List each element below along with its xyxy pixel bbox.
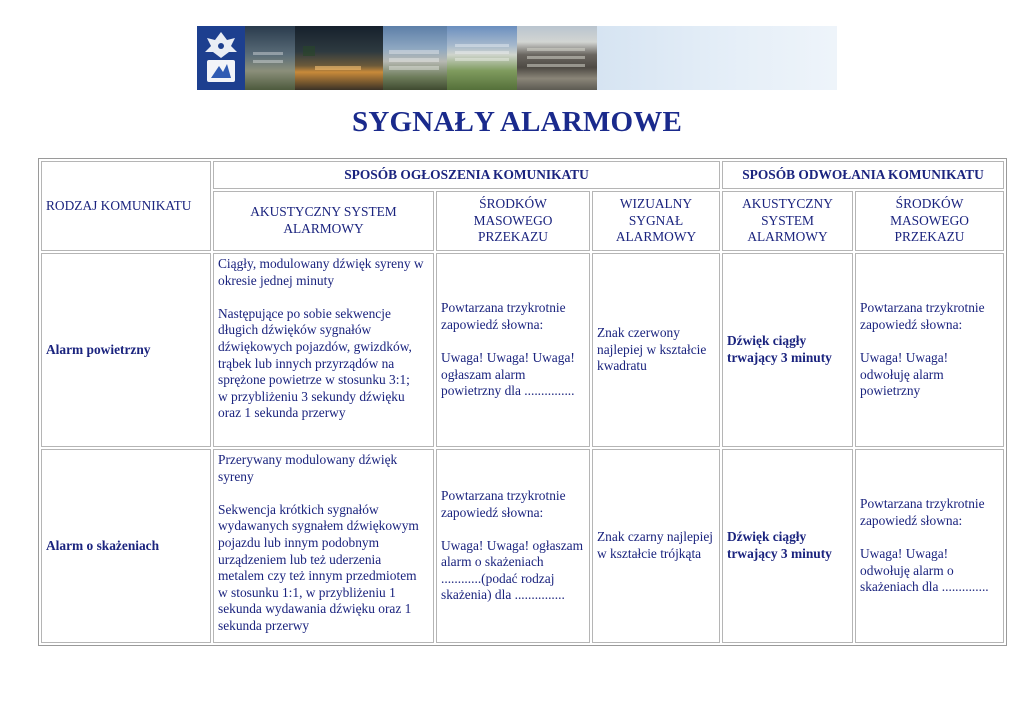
cell-akustyczny [213,253,434,447]
building-photo-4 [447,26,517,90]
alarm-signals-table [38,158,1007,646]
university-crest-icon [197,26,245,90]
banner-background [597,26,837,90]
cell-text: Powtarzana trzykrotnie zapowiedź słowna: [860,496,985,528]
subheader-akustyczny-odwolanie: AKUSTYCZNY SYSTEM ALARMOWY [722,191,853,251]
row-name: Alarm powietrzny [41,253,211,447]
cell-text: Uwaga! Uwaga! odwołuję alarm powietrzny [860,350,949,399]
header-sposob-ogloszenia: SPOSÓB OGŁOSZENIA KOMUNIKATU [213,161,720,189]
building-photo-2 [295,26,383,90]
header-rodzaj-komunikatu: RODZAJ KOMUNIKATU [41,161,211,251]
building-photo-1 [245,26,295,90]
cell-wizualny: Znak czerwony najlepiej w kształcie kwadratu [592,253,720,447]
building-photo-5 [517,26,597,90]
table-row [41,253,1004,447]
page-title: SYGNAŁY ALARMOWE [351,106,683,138]
cell-text: Następujące po sobie sekwencje długich dźwięków sygnałów dźwiękowych pojazdów, gwizdków, trąbek lub innych przyrządów na sprężone powietrze w stosunku 3:1; [218,305,412,388]
cell-text: Powtarzana trzykrotnie zapowiedź słowna: [441,300,566,332]
building-photo-3 [383,26,447,90]
cell-text: Ciągły, modulowany dźwięk syreny w okresie jednej minuty [218,256,424,288]
cell-text: Uwaga! Uwaga! odwołuję alarm o skażeniach dla .............. [860,546,989,595]
cell-odwolanie-srodki [855,253,1004,447]
subheader-srodkow-masowego-przekazu: ŚRODKÓW MASOWEGO PRZEKAZU [436,191,590,251]
table-row [41,449,1004,643]
cell-srodki [436,253,590,447]
subheader-wizualny: WIZUALNY SYGNAŁ ALARMOWY [592,191,720,251]
header-sposob-odwolania: SPOSÓB ODWOŁANIA KOMUNIKATU [722,161,1004,189]
subheader-akustyczny: AKUSTYCZNY SYSTEM ALARMOWY [213,191,434,251]
cell-text: w przybliżeniu 3 sekundy dźwięku oraz 1 sekunda przerwy [218,388,405,421]
cell-text: Przerywany modulowany dźwięk syreny [218,452,398,484]
row-name: Alarm o skażeniach [41,449,211,643]
cell-text: Uwaga! Uwaga! ogłaszam alarm o skażeniach ............(podać rodzaj skażenia) dla ............... [441,537,584,603]
subheader-srodkow-odwolanie: ŚRODKÓW MASOWEGO PRZEKAZU [855,191,1004,251]
cell-text: Uwaga! Uwaga! Uwaga! ogłaszam alarm powietrzny dla ............... [441,350,575,399]
cell-wizualny: Znak czarny najlepiej w kształcie trójkąta [592,449,720,643]
cell-text: Powtarzana trzykrotnie zapowiedź słowna: [860,300,985,332]
cell-odwolanie-akustyczny: Dźwięk ciągły trwający 3 minuty [722,449,853,643]
cell-odwolanie-akustyczny: Dźwięk ciągły trwający 3 minuty [722,253,853,447]
header-banner [197,26,837,90]
cell-text: Sekwencja krótkich sygnałów wydawanych sygnałem dźwiękowym pojazdu lub innym podobnym urządzeniem lub też uderzenia metalem czy też innym przedmiotem w stosunku 1:1, w przybliżeniu 1 sekunda wydawania dźwięku oraz 1 sekunda przerwy [218,501,419,633]
cell-akustyczny [213,449,434,643]
cell-text: Powtarzana trzykrotnie zapowiedź słowna: [441,487,566,520]
cell-srodki [436,449,590,643]
cell-odwolanie-srodki [855,449,1004,643]
